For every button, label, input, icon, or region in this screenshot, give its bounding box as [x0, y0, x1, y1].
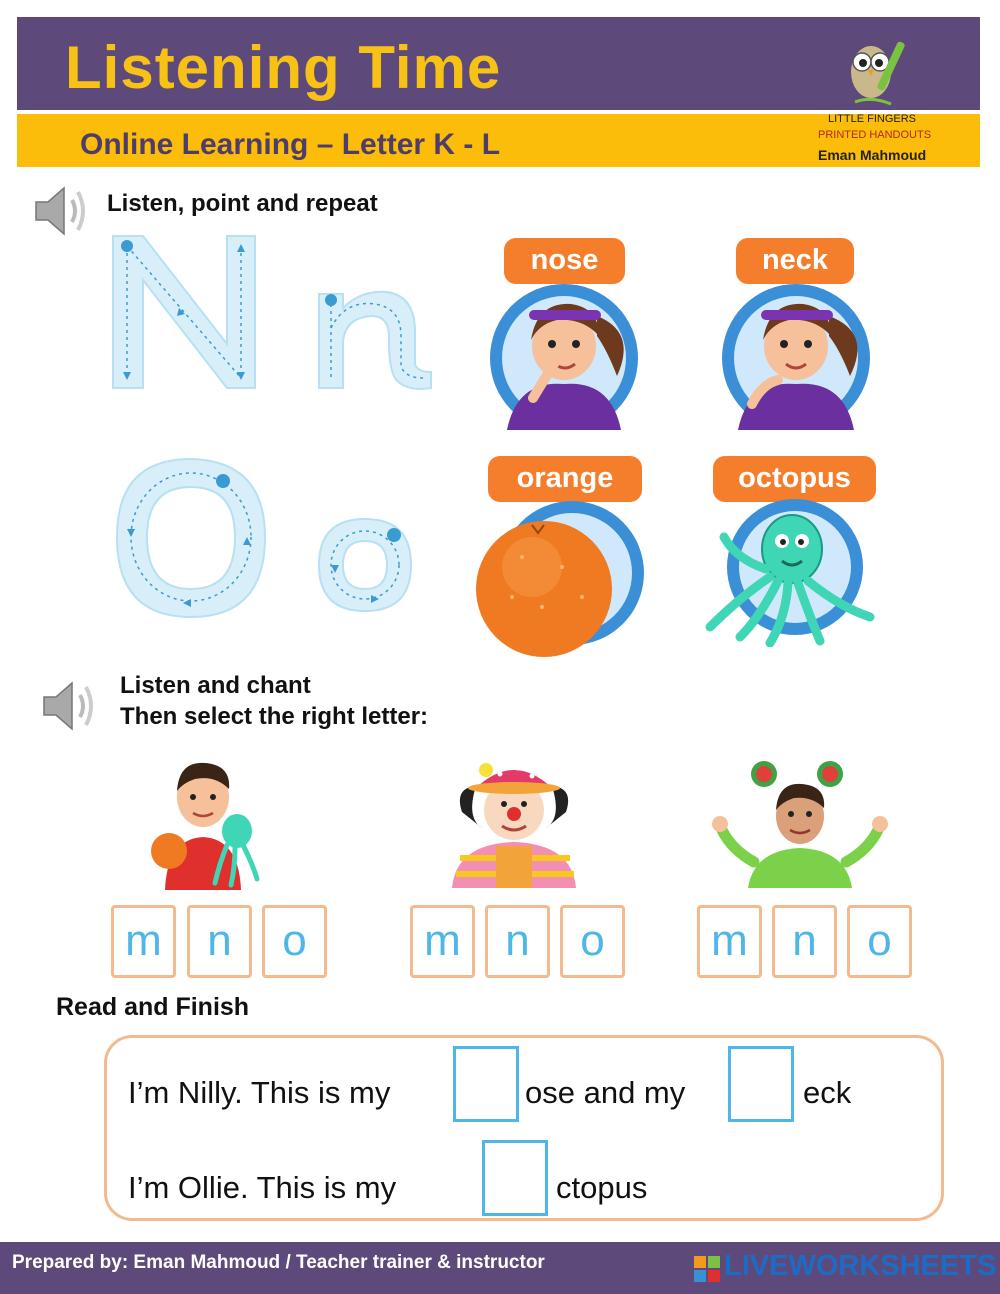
word-label-nose: nose — [504, 238, 625, 284]
option-o-group3[interactable]: o — [847, 905, 912, 978]
read-and-finish-title: Read and Finish — [56, 993, 250, 1021]
brand-line-1: LITTLE FINGERS — [828, 113, 917, 125]
page-title: Listening Time — [65, 34, 502, 101]
option-n-group3[interactable]: n — [772, 905, 837, 978]
orange-fruit-icon — [472, 497, 647, 657]
footer-bar — [0, 1242, 1000, 1294]
word-label-octopus: octopus — [713, 456, 876, 502]
trace-letter-o-icon — [105, 455, 425, 625]
footer-credit: Prepared by: Eman Mahmoud / Teacher trainer & instructor — [12, 1252, 545, 1273]
option-n-group1[interactable]: n — [187, 905, 252, 978]
trace-letter-n-icon — [105, 232, 445, 392]
option-m-group3[interactable]: m — [697, 905, 762, 978]
option-n-group2[interactable]: n — [485, 905, 550, 978]
octopus-icon — [700, 497, 880, 647]
word-label-orange: orange — [488, 456, 642, 502]
word-label-neck: neck — [736, 238, 854, 284]
owl-logo-icon — [835, 30, 915, 112]
answer-input-nose[interactable] — [453, 1046, 519, 1122]
speaker-icon[interactable] — [30, 180, 94, 242]
girl-pointing-neck-icon — [716, 280, 876, 430]
page-subtitle: Online Learning – Letter K - L — [80, 128, 501, 161]
instruction-listen-chant: Listen and chant — [120, 672, 311, 699]
boy-with-orange-and-octopus-icon — [145, 755, 265, 890]
instruction-select-letter: Then select the right letter: — [120, 703, 429, 730]
clown-pointing-nose-icon — [442, 758, 587, 888]
juggling-boy-icon — [708, 758, 890, 888]
option-m-group1[interactable]: m — [111, 905, 176, 978]
liveworksheets-logo-icon — [694, 1256, 720, 1282]
brand-line-2: PRINTED HANDOUTS — [818, 129, 932, 141]
instruction-listen-point-repeat: Listen, point and repeat — [107, 190, 378, 217]
sentence1-part1: I’m Nilly. This is my — [128, 1075, 391, 1110]
girl-pointing-nose-icon — [487, 280, 642, 430]
sentence2-part1: I’m Ollie. This is my — [128, 1170, 397, 1205]
sentence2-part2: ctopus — [556, 1170, 648, 1205]
brand-author: Eman Mahmoud — [818, 147, 927, 163]
option-m-group2[interactable]: m — [410, 905, 475, 978]
answer-input-octopus[interactable] — [482, 1140, 548, 1216]
liveworksheets-brand[interactable]: LIVEWORKSHEETS — [724, 1250, 997, 1282]
option-o-group2[interactable]: o — [560, 905, 625, 978]
answer-input-neck[interactable] — [728, 1046, 794, 1122]
speaker-icon[interactable] — [38, 675, 102, 737]
sentence1-part3: eck — [803, 1075, 852, 1110]
option-o-group1[interactable]: o — [262, 905, 327, 978]
sentence1-part2: ose and my — [525, 1075, 686, 1110]
